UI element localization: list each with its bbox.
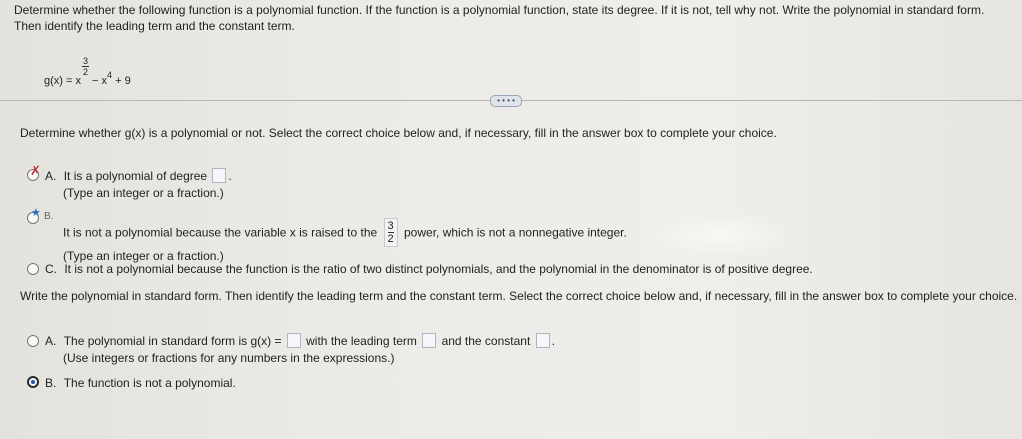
function-formula <box>44 56 131 87</box>
correct-star-icon: ★ <box>31 207 41 219</box>
three-halves-fraction: $\frac{3}{2}$ <box>384 218 398 247</box>
q2-prompt: Write the polynomial in standard form. Then identify the leading term and the constant term. Select the correct choice below and, if necessary, fill in the answer box to complete your choice. <box>20 289 1018 303</box>
q1-b-letter: B. <box>44 211 54 222</box>
standard-form-answer-box[interactable] <box>287 333 301 348</box>
more-button[interactable]: • • • • <box>490 95 522 107</box>
formula-rhs: + 9 <box>112 75 131 87</box>
constant-term-answer-box[interactable] <box>536 333 550 348</box>
leading-term-answer-box[interactable] <box>422 333 436 348</box>
q2-choice-a: A. The polynomial in standard form is g(x) = with the leading term and the constant . <box>45 334 555 348</box>
q1-b-hint: (Type an integer or a fraction.) <box>63 249 224 263</box>
problem-instruction: Determine whether the following function is a polynomial function. If the function is a polynomial function, state its degree. If it is not, tell why not. Write the polynomial in standard form. Then identify the leading term and the constant term. <box>14 3 985 33</box>
q1-choice-a: A. It is a polynomial of degree . <box>45 169 232 183</box>
screen-glare <box>640 210 800 260</box>
degree-answer-box[interactable] <box>212 168 226 183</box>
q2-radio-b[interactable] <box>27 376 39 388</box>
q2-radio-a[interactable] <box>27 335 39 347</box>
q1-choice-b: It is not a polynomial because the variable x is raised to the $\frac{3}{2}$ power, which is not a nonnegative integer. <box>63 220 627 245</box>
q1-a-hint: (Type an integer or a fraction.) <box>63 186 224 200</box>
formula-lhs: g(x) = x <box>44 75 81 87</box>
q2-a-hint: (Use integers or fractions for any numbers in the expressions.) <box>63 351 395 365</box>
exponent-4: 4 <box>107 70 113 80</box>
q1-prompt: Determine whether g(x) is a polynomial or not. Select the correct choice below and, if necessary, fill in the answer box to complete your choice. <box>20 126 777 140</box>
incorrect-x-icon: ✗ <box>30 163 41 178</box>
q1-radio-c[interactable] <box>27 263 39 275</box>
exponent-fraction: $\frac{3}{2}$ <box>82 56 88 77</box>
q2-choice-b: B. The function is not a polynomial. <box>45 376 236 390</box>
q1-choice-c: C. It is not a polynomial because the function is the ratio of two distinct polynomials, and the polynomial in the denominator is of positive degree. <box>45 262 813 276</box>
formula-mid: − x <box>89 75 108 87</box>
